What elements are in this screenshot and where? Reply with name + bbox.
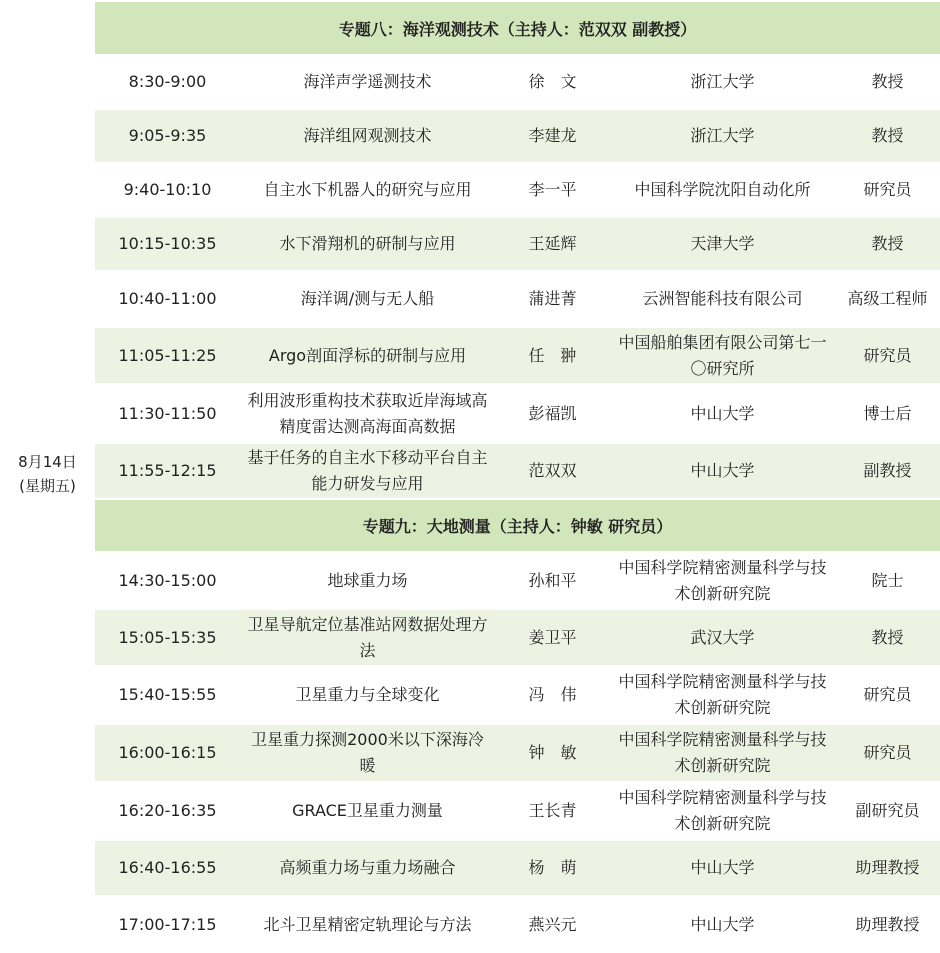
table-row (95, 608, 940, 665)
time-cell: 11:55-12:15 (118, 461, 217, 480)
speaker-title-cell: 研究员 (863, 685, 912, 704)
speaker-cell: 王延辉 (528, 234, 577, 253)
institution-cell: 中国船舶集团有限公司第七一〇研究所 (618, 332, 827, 378)
speaker-title-cell: 教授 (871, 126, 904, 145)
table-row (95, 108, 940, 162)
speaker-title-cell: 院士 (871, 570, 904, 590)
time-cell: 11:05-11:25 (118, 345, 217, 365)
institution-cell: 中山大学 (690, 915, 755, 934)
institution-cell: 浙江大学 (690, 72, 755, 91)
speaker-cell: 李一平 (528, 180, 577, 199)
institution-cell: 浙江大学 (690, 126, 755, 145)
speaker-cell: 姜卫平 (528, 627, 577, 647)
speaker-cell: 王长青 (528, 801, 577, 820)
topic-cell: 海洋调/测与无人船 (300, 289, 435, 308)
time-cell: 8:30-9:00 (128, 72, 207, 91)
session-table (95, 0, 940, 953)
time-cell: 16:40-16:55 (118, 858, 217, 877)
speaker-cell: 任 翀 (528, 345, 577, 365)
institution-cell: 中山大学 (690, 403, 755, 423)
topic-cell: 水下滑翔机的研制与应用 (279, 234, 456, 253)
section-header: 专题九：大地测量（主持人：钟敏 研究员） (95, 498, 940, 551)
time-cell: 15:40-15:55 (118, 685, 217, 704)
time-cell: 17:00-17:15 (118, 915, 217, 934)
time-cell: 10:15-10:35 (118, 234, 217, 253)
time-cell: 16:20-16:35 (118, 801, 217, 820)
topic-cell: 卫星重力与全球变化 (295, 685, 440, 704)
section-header: 专题八：海洋观测技术（主持人：范双双 副教授） (95, 0, 940, 54)
table-row (95, 326, 940, 383)
speaker-title-cell: 副研究员 (855, 801, 920, 820)
speaker-title-cell: 教授 (871, 234, 904, 253)
institution-cell: 中国科学院精密测量科学与技术创新研究院 (618, 788, 827, 833)
date-cell (0, 0, 95, 947)
topic-cell: 高频重力场与重力场融合 (279, 858, 456, 877)
topic-cell: Argo剖面浮标的研制与应用 (268, 345, 467, 365)
table-row (95, 895, 940, 953)
topic-cell: 卫星重力探测2000米以下深海冷暖 (251, 730, 484, 775)
date-label: 8月14日 (18, 452, 77, 471)
speaker-cell: 钟 敏 (528, 743, 577, 762)
topic-cell: 海洋组网观测技术 (303, 126, 432, 145)
table-row (95, 665, 940, 723)
table-row (95, 839, 940, 895)
institution-cell: 中国科学院精密测量科学与技术创新研究院 (618, 557, 827, 603)
table-row (95, 723, 940, 781)
speaker-cell: 李建龙 (528, 126, 577, 145)
time-cell: 9:05-9:35 (128, 126, 207, 145)
time-cell: 16:00-16:15 (118, 743, 217, 762)
table-row (95, 383, 940, 442)
weekday-label: (星期五) (19, 476, 76, 495)
speaker-cell: 杨 萌 (528, 858, 577, 877)
institution-cell: 武汉大学 (690, 627, 755, 647)
time-cell: 11:30-11:50 (118, 403, 217, 423)
institution-cell: 中山大学 (690, 461, 755, 480)
speaker-title-cell: 研究员 (863, 743, 912, 762)
topic-cell: 卫星导航定位基准站网数据处理方法 (247, 614, 488, 660)
time-cell: 9:40-10:10 (123, 180, 212, 199)
table-row (95, 162, 940, 216)
institution-cell: 中国科学院精密测量科学与技术创新研究院 (618, 672, 827, 717)
topic-cell: 北斗卫星精密定轨理论与方法 (263, 915, 472, 934)
table-row (95, 216, 940, 270)
institution-cell: 中山大学 (690, 858, 755, 877)
speaker-title-cell: 教授 (871, 627, 904, 647)
speaker-title-cell: 研究员 (863, 180, 912, 199)
speaker-cell: 蒲进菁 (528, 289, 577, 308)
topic-cell: 地球重力场 (327, 570, 408, 590)
institution-cell: 天津大学 (690, 234, 755, 253)
speaker-title-cell: 高级工程师 (847, 289, 928, 308)
speaker-cell: 范双双 (528, 461, 577, 480)
speaker-title-cell: 助理教授 (855, 915, 920, 934)
speaker-cell: 彭福凯 (528, 403, 577, 423)
topic-cell: 自主水下机器人的研究与应用 (263, 180, 472, 199)
speaker-title-cell: 博士后 (863, 403, 912, 423)
speaker-cell: 燕兴元 (528, 915, 577, 934)
speaker-cell: 徐 文 (528, 72, 577, 91)
time-cell: 14:30-15:00 (118, 570, 217, 590)
table-row (95, 551, 940, 608)
speaker-title-cell: 副教授 (863, 461, 912, 480)
institution-cell: 中国科学院沈阳自动化所 (634, 180, 811, 199)
institution-cell: 中国科学院精密测量科学与技术创新研究院 (618, 730, 827, 775)
speaker-title-cell: 教授 (871, 72, 904, 91)
topic-cell: 海洋声学遥测技术 (303, 72, 432, 91)
table-row (95, 442, 940, 498)
institution-cell: 云洲智能科技有限公司 (642, 289, 803, 308)
speaker-cell: 冯 伟 (528, 685, 577, 704)
speaker-title-cell: 助理教授 (855, 858, 920, 877)
time-cell: 15:05-15:35 (118, 627, 217, 647)
topic-cell: GRACE卫星重力测量 (292, 801, 443, 820)
table-row (95, 781, 940, 839)
topic-cell: 基于任务的自主水下移动平台自主能力研发与应用 (247, 448, 488, 493)
table-row (95, 54, 940, 108)
topic-cell: 利用波形重构技术获取近岸海域高精度雷达测高海面高数据 (247, 390, 488, 436)
speaker-title-cell: 研究员 (863, 345, 912, 365)
speaker-cell: 孙和平 (528, 570, 577, 590)
table-row (95, 270, 940, 326)
time-cell: 10:40-11:00 (118, 289, 217, 308)
